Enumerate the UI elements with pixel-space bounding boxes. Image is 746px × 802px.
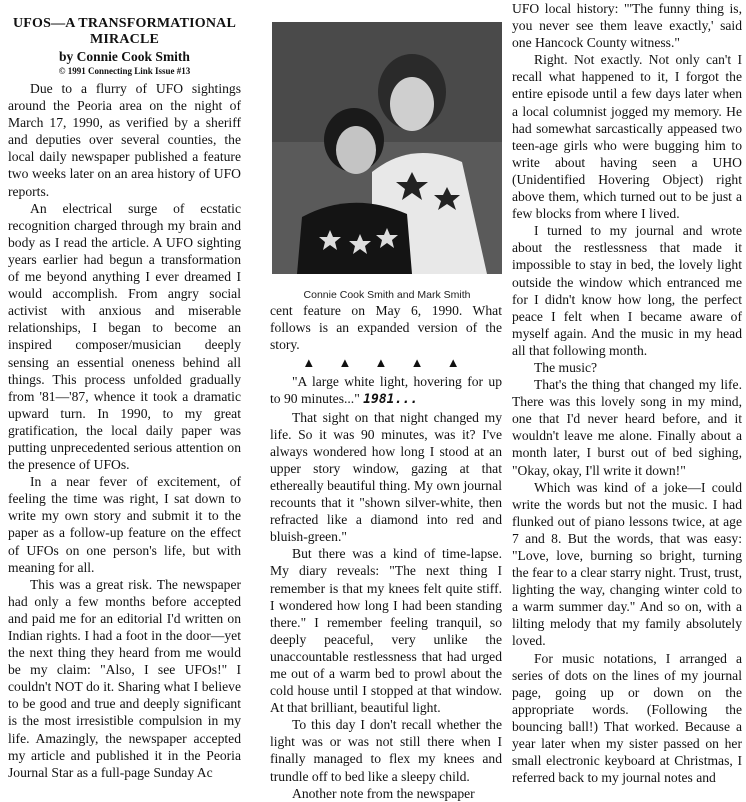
paragraph: An electrical surge of ecstatic recognition charged through my brain and body as I read the article. A UFO sighting years earlier had begun a transformation of me beyond anything I ever dreamed I would accomplish. From angry social activist with anxious and miserable relationships, I began to become an inspired composer/musician deeply sensing an essential oneness behind all things. This process unfolded gradually from '81—'87, whence it took a dramatic upward turn. In 1990, to my great gratification, the local daily paper was putting unprecedented serious attention on the presence of UFOs. xyxy=(8,200,241,473)
handwritten-note: 1981... xyxy=(363,392,418,408)
column-2 xyxy=(270,0,502,802)
paragraph: This was a great risk. The newspaper had only a few months before accepted and paid me for an editorial I'd written on Indian rights. I had a foot in the door—yet the next thing they heard from me would be my claim: "Also, I see UFOs!" I couldn't NOT do it. Sharing what I believe to be good and true and deeply significant is the most irresistible compulsion in my life. Amazingly, the newspaper accepted my article and published it in the Peoria Journal Star as a full-page Sunday Ac xyxy=(8,576,241,780)
paragraph: I turned to my journal and wrote about the restlessness that made it impossible to stay in bed, the lovely light outside the window which entranced me for I didn't know how long, the perfect peace I felt when I became aware of myself again. And the music in my head all that following month. xyxy=(512,223,742,358)
paragraph: Due to a flurry of UFO sightings around the Peoria area on the night of March 17, 1990, as verified by a sheriff and deputies over several counties, the local daily newspaper published a feature two weeks later on an area history of UFO reports. xyxy=(8,81,241,199)
column-1 xyxy=(8,16,241,781)
paragraph: For music notations, I arranged a series of dots on the lines of my journal page, going up or down on the appropriate words. (Following the bouncing ball!) That worked. Because a year later when my sister passed on her small electronic keyboard at Christmas, I referred back to my journal notes and xyxy=(512,650,742,786)
lead-text: cent feature on May 6, 1990. What follows is an expanded version of the story. xyxy=(270,303,502,353)
article-byline: by Connie Cook Smith xyxy=(59,49,190,64)
paragraph: In a near fever of excitement, of feeling the time was right, I sat down to write my own story and submit it to the paper as a follow-up feature on the effect of UFOs on one person's life, but with meaning for all. xyxy=(8,474,241,575)
paragraph: Right. Not exactly. Not only can't I recall what happened to it, I forgot the entire episode until a few days later when a local columnist jogged my memory. He had somewhat sarcastically appeased two teen-age girls who were bugging him to write about having seen a UHO (Unidentified Hovering Object) right above them, which turned out to be just a few blocks from where I lived. xyxy=(512,52,742,222)
quote-text: "A large white light, hovering for up to 90 minutes..." xyxy=(270,374,502,407)
paragraph: But there was a kind of time-lapse. My diary reveals: "The next thing I remember is that my knees felt quite stiff. I wondered how long I had been standing there." I remember feeling tranquil, so deeply peaceful, very unlike the unaccountable restlessness that had urged me out of a warm bed to prowl about the cold house until I stopped at that window. At that brilliant, beautiful light. xyxy=(270,546,502,716)
paragraph: To this day I don't recall whether the light was or was not still there when I finally managed to flex my knees and trundle off to bed like a sleepy child. xyxy=(270,717,502,784)
article-title: UFOS—A TRANSFORMATIONAL MIRACLE xyxy=(12,16,237,47)
couple-photo-image xyxy=(272,22,502,274)
couple-photo xyxy=(272,22,502,274)
paragraph: Which was kind of a joke—I could write the words but not the music. I had flunked out of piano lessons twice, at age 7 and 8. But the words, that was easy: "Love, love, burning so bright, turning the fear to a clear starry night. Trust, trust, lighting the way, changing winter cold to a warm summer day." And so on, with a lilting melody that my family absolutely loved. xyxy=(512,479,742,649)
pull-quote xyxy=(270,373,502,408)
paragraph: That sight on that night changed my life. So it was 90 minutes, was it? I've always wondered how long I stood at an upper story window, gazing at that ethereally beautiful thing. My own journal recounts that it "shown silver-white, then refracted like a diamond into red and bluish-green." xyxy=(270,409,502,545)
paragraph: UFO local history: "'The funny thing is, you never see them leave exactly,' said one Hancock County witness." xyxy=(512,1,742,51)
paragraph: Another note from the newspaper xyxy=(292,785,475,801)
section-divider: ▲ ▲ ▲ ▲ ▲ xyxy=(302,355,470,371)
photo-caption: Connie Cook Smith and Mark Smith xyxy=(303,289,471,301)
photo-block xyxy=(272,22,502,301)
column-2-body xyxy=(270,302,502,802)
paragraph: The music? xyxy=(534,359,598,375)
column-3 xyxy=(512,0,742,786)
copyright-line: © 1991 Connecting Link Issue #13 xyxy=(58,66,191,76)
paragraph: That's the thing that changed my life. There was this lovely song in my mind, one that I'd never heard before, and it wouldn't leave me alone. Finally about a month later, I burst out of bed sighing, "Okay, okay, I'll write it down!" xyxy=(512,377,742,478)
